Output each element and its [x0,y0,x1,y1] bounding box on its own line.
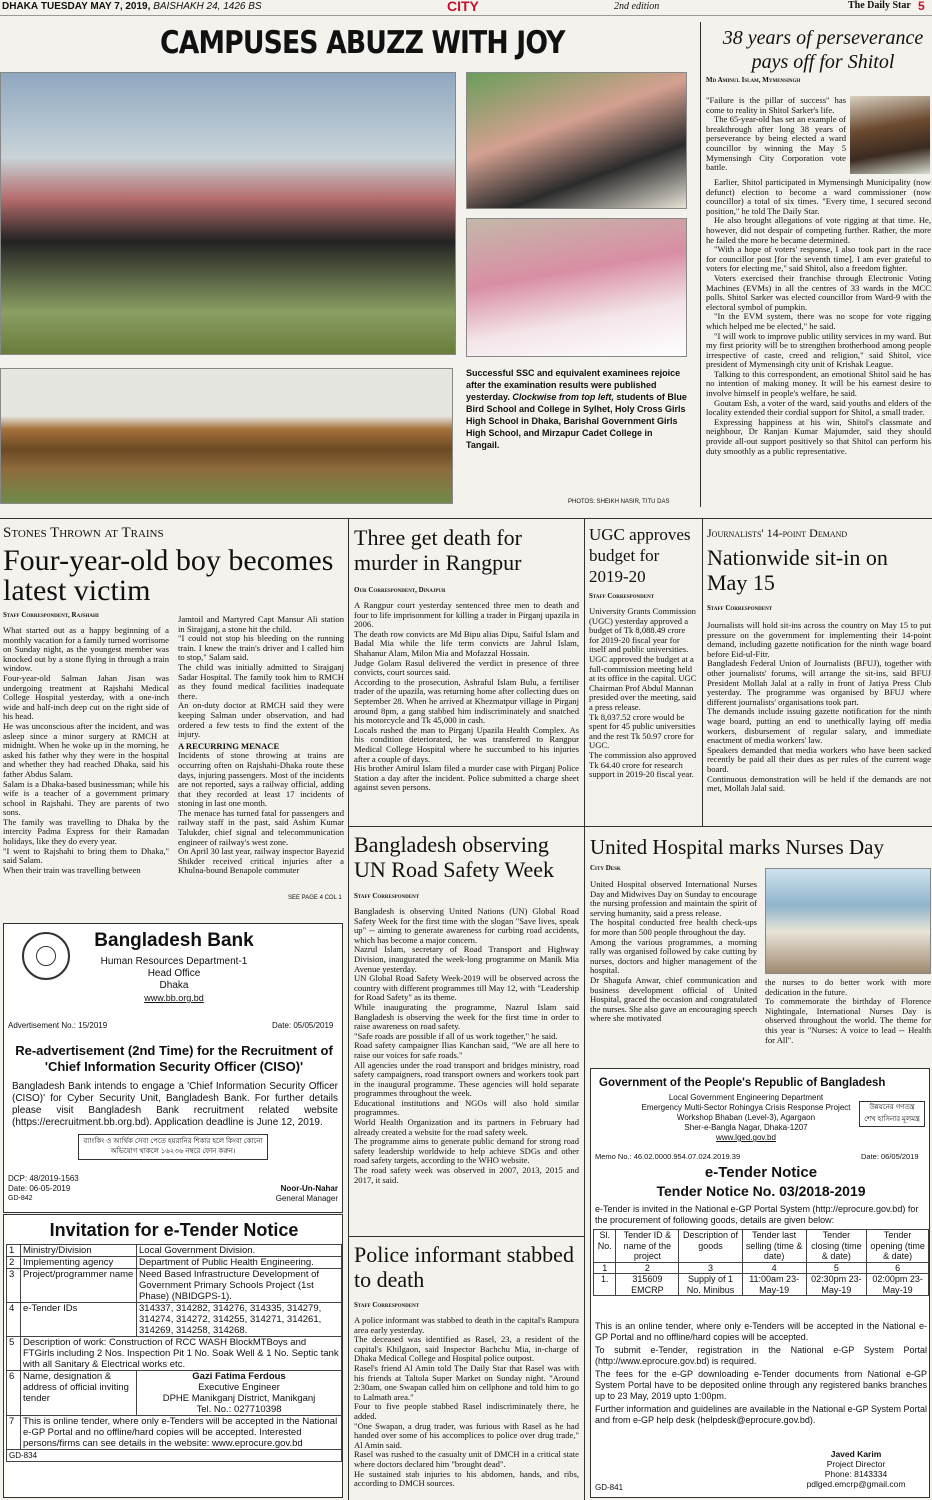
police-headline: Police informant stabbed to death [354,1242,574,1292]
masthead-logo: The Daily Star [848,0,911,11]
etr-memo: Memo No.: 46.02.0000.954.07.024.2019.39 [595,1152,741,1161]
boy-text-col1: What started out as a happy beginning of a monthly vacation for a family turned worrisome on Sunday night, as the youngest member was knocked out by a stone flying in through a train window. Four-year-old Salman Jahan Jisan was undergoing treatment at Rajshahi Medical College Hospital yesterday, with a one-inch wide and half-inch deep cut on the right side of his head. He was unconscious after the incident, and was asleep since a minor surgery at RMCH at midnight. When he woke up in the morning, he asked his father why they were in the hospital and whether they had reached Dhaka, said his father Abdus Salam. Salam is a Dhaka-based businessman; while his wife is a teacher of a government primary school in Rajshahi. They are parents of two sons. The family was travelling to Dhaka by the intercity Padma Express for their Ramadan holidays, like they do every year. "I went to Rajshahi to bring them to Dhaka," said Salam. When their train was travelling between [3,626,169,875]
lead-headline: CAMPUSES ABUZZ WITH JOY [160,25,565,61]
road-byline: Staff Correspondent [354,892,420,900]
etl-row-2: 2 Implementing agency Department of Public Health Engineering. [7,1257,342,1269]
photo-students-cheering [466,72,687,209]
ugc-byline: Staff Correspondent [589,592,655,600]
nurses-text-col1: United Hospital observed International Nurses Day and Midwives Day on Sunday to encourage the nursing profession and maintain the spirit of serving humanity, said a press release. The hospital conducted free health check-ups for more than 500 people throughout the day. Among the various programmes, a morning rally was organised followed by cake cutting by nurses, doctors and higher management of the hospital. Dr Shagufa Anwar, chief communication and business development official of United Hospital, graced the occasion and congratulated the nurses. She also gave an encouraging speech where she motivated [590,880,757,1024]
bb-date: Date: 05/05/2019 [272,1021,334,1030]
photo-cadet-group [0,368,453,504]
etr-gov: Government of the People's Republic of Bangladesh [599,1077,886,1089]
bangladesh-bank-ad [3,923,343,1213]
bb-adno: Advertisement No.: 15/2019 [8,1021,108,1030]
etr-paragraphs: This is an online tender, where only e-Tenders will be accepted in the National e-GP Portal and no offline/hard copies will be accepted. To submit e-Tender, registration in the National e-GP System Portal (http://www.eprocure.gov.bd) is required. The fees for the e-GP downloading e-Tender documents from National e-GP System Portal have to be deposited online through any registered banks branches up to 23 May, 2019 upto 1:00pm. Further information and guidelines are available in the National e-GP System Portal and from e-GP help desk (helpdesk@eprocure.gov.bd). [595,1321,928,1425]
etl-row-1: 1 Ministry/Division Local Government Division. [7,1245,342,1257]
etl-row-4: 4 e-Tender IDs 314337, 314282, 314276, 314335, 314279, 314274, 314272, 314255, 314271, 314261, 314269, 314258, 314268. [7,1303,342,1337]
etl-gd-row: GD-834 [7,1450,342,1462]
police-byline: Staff Correspondent [354,1301,420,1309]
photo-shitol-portrait [850,96,930,174]
etr-head-row: Sl. No. Tender ID & name of the project Description of goods Tender last selling (time & date) Tender closing (time & date) Tender opening (time & date) [594,1230,929,1263]
etr-gd: GD-841 [595,1483,624,1492]
etl-row-7: 7 This is online tender, where only e-Tenders will be accepted in the National e-GP Portal and no offline/hard copies will be accepted. Interested persons/firms can see details in the website: www.eprocure.gov.bd [7,1416,342,1450]
page-number: 5 [918,0,925,13]
etl-title: Invitation for e-Tender Notice [49,1220,299,1240]
etl-table [6,1244,342,1462]
photo-credit: PHOTOS: SHEIKH NASIR, TITU DAS [568,499,670,505]
photo-caption: Successful SSC and equivalent examinees rejoice after the examination results were published yesterday. Clockwise from top left, students of Blue Bird School and College in Sylhet, Holy Cross Girls High School in Dhaka, Barishal Government Girls High School, and Mirzapur Cadet College in Tangail. [466,368,687,450]
boy-jump[interactable]: SEE PAGE 4 COL 1 [288,895,342,901]
boy-kicker: Stones Thrown at Trains [3,525,164,541]
journalists-headline: Nationwide sit-in on May 15 [707,545,888,595]
shitol-text-top: "Failure is the pillar of success" has come to reality in Shitol Sarker's life. The 65-year-old has set an example of breakthrough after long 38 years of perseverance by being elected a ward councillor by winning the May 5 Mymensingh City Corporation vote battle. [706,96,846,173]
page-header [0,0,932,16]
etr-title: e-Tender Notice [704,1164,818,1181]
photo-girls-celebrating [466,218,687,357]
etl-row-6: 6 Name, designation & address of official inviting tender Gazi Fatima Ferdous Executive Engineer DPHE Manikganj District, Manikganj Tel. No.: 027710398 [7,1371,342,1416]
journalists-byline: Staff Correspondent [707,604,773,612]
bb-bengali-notice: ব্যাংকিং ও আর্থিক সেবা পেতে হয়রানির শিকার হলে কিংবা কোনো অভিযোগ থাকলে ১৬২৩৬ নম্বরে ফোন করুন। [78,1134,268,1160]
bb-address: Human Resources Department-1 Head Office Dhaka www.bb.org.bd [100,956,248,1003]
nurses-headline: United Hospital marks Nurses Day [590,835,884,859]
photo-students-jumping [0,72,456,355]
bb-heading: Re-advertisement (2nd Time) for the Recruitment of 'Chief Information Security Officer (CISO)' [15,1043,333,1074]
etender-left-ad [3,1214,343,1498]
etr-subtitle: Tender Notice No. 03/2018-2019 [656,1183,866,1199]
road-text: Bangladesh is observing United Nations (UN) Global Road Safety Week for the first time with the slogan "Save lives, speak up" -- aiming to generate awareness for curbing road accidents, which has become a major concern. Nazrul Islam, secretary of Road Transport and Highway Division, inaugurated the week-long programme on Manik Mia Avenue yesterday. UN Global Road Safety Week-2019 will be observed across the country with different programmes till May 12, with "Leadership for Road Safety" as its theme. While inaugurating the programme, Nazrul Islam said Bangladesh is observing the week for the first time in order to raise awareness on road safety. "Safe roads are possible if all of us work together," he said. Road safety campaigner Ilias Kanchan said, "We are all here to raise our voices for safe roads." All agencies under the road transport and bridges ministry, road safety campaigners, road transport owners and workers took part in the inaugural programme. These agencies will hold separate programmes throughout the week. Educational institutions and NGOs will also hold similar programmes. World Health Organization and its partners in February had already created a website for the road safety week. The programme aims to generate public demand for strong road safety leadership worldwide to help achieve SDGs and other road safety targets, according to the WHO website. The road safety week was observed in 2007, 2013, 2015 and 2017, it said. [354,907,579,1185]
boy-headline: Four-year-old boy becomes latest victim [3,544,334,607]
etr-date: Date: 06/05/2019 [861,1152,919,1161]
section-name: CITY [447,0,479,14]
rangpur-text: A Rangpur court yesterday sentenced three men to death and four to life imprisonment for killing a trader in Pirganj upazila in 2006. The death row convicts are Md Bipu alias Dipu, Saiful Islam and Badal Mia while the life term convicts are Jahrul Islam, Shahanur Alam, Milon Mia and Mofazzal Hossain. Judge Golam Rasul delivered the verdict in presence of three convicts, court sources said. According to the prosecution, Ashraful Islam Bulu, a fertiliser trader of the upazila, was returning home after collecting dues on September 28. When he arrived at Khezmatpur village in Pirganj around 8pm, a gang stabbed him indiscriminately and snatched his motorcycle and Tk 45,000 in cash. Locals rushed the man to Pirganj Upazila Health Complex. As his condition deteriorated, he was transferred to Rangpur Medical College Hospital where he succumbed to his injuries after a couple of days. His brother Amirul Islam filed a murder case with Pirganj Police Station a day after the incident. Police submitted a charge sheet against seven persons. [354,601,579,793]
nurses-byline: City Desk [590,864,621,872]
shitol-text: Earlier, Shitol participated in Mymensingh Municipality (now defunct) election to become a ward commissioner (now councillor) a total of six times. "Every time, I secured second position," he told The Daily Star. He also brought allegations of vote rigging at that time. He, however, did not despair of competing further. Rather, the more he failed the more he became determined. "With a hope of voters' response, I also took part in the race for councillor post [for the seventh time]. I am ever grateful to voters for electing me," said Shitol, also a freedom fighter. Voters exercised their franchise through Electronic Voting Machines (EVMs) in all the centres of 33 wards in the MCC polls. Shitol Sarker was elected councillor from Ward-9 with the electoral symbol of pumpkin. "In the EVM system, there was no scope for vote rigging which helped me be elected," he said. "I will work to improve public utility services in my ward. But my first priority will be to strengthen brotherhood among people irrespective of caste, creed and religion," said Shitol, vice president of Mymensingh city unit of Krishak League. Talking to this correspondent, an emotional Shitol said he has no intention of making money. It will be his earnest desire to involve himself in people's welfare, he said. Goutam Esh, a voter of the ward, said youths and elders of the locality extended their cordial support for Shitol, a small trader. Expressing happiness at his win, Shitol's classmate and neighbour, Dr Ranjan Kumar Majumder, said they should provide all-out support positively so that Shitol can perform his duty smoothly as a public representative. [706,178,931,456]
road-headline: Bangladesh observing UN Road Safety Week [354,832,555,882]
rangpur-byline: Our Correspondent, Dinajpur [354,586,446,594]
boy-text-col2: Jamtoil and Martyred Capt Mansur Ali station in Sirajganj, a stone hit the child. "I could not stop his bleeding on the running train. I knew the train's driver and I called him to stop," Salam said. The child was initially admitted to Sirajganj Sadar Hospital. The family took him to RMCH as they found medical facilities inadequate there. An on-duty doctor at RMCH said they were keeping Salman under observation, and had ordered a few tests to find the extent of the injury. A RECURRING MENACE Incidents of stone throwing at trains are occurring often on Rajshahi-Dhaka route these days, injuring passengers. Most of the incidents are not reported, says a railway official, adding that they recorded at least 17 incidents of stoning in last one month. The menace has turned fatal for passengers and railway staff in the past, said Ashim Kumar Talukder, chief signal and telecommunication engineer of railway's west zone. On April 30 last year, railway inspector Bayezid Shikder received critical injuries after a Khulna-bound Benapole commuter [178,615,344,876]
bb-dcp: DCP: 48/2019-1563 Date: 06-05-2019 GD-842 [8,1174,79,1202]
ugc-text: University Grants Commission (UGC) yesterday approved a budget of Tk 8,088.49 crore for 2019-20 fiscal year for itself and public universities. UGC approved the budget at a full-commission meeting held at its office in the capital. UGC Chairman Prof Abdul Mannan presided over the meeting, said a press release. Tk 8,037.52 crore would be spent for 45 public universities and the rest Tk 50.97 crore for UGC. The commission also approved Tk 64.40 crore for research support in 2019-20 fiscal year. [589,607,697,780]
bb-title: Bangladesh Bank [94,930,254,951]
shitol-byline: Md Aminul Islam, Mymensingh [706,76,801,84]
etr-signer: Javed Karim Project Director Phone: 8143334 pdlged.emcrp@gmail.com [806,1449,906,1489]
dateline: DHAKA TUESDAY MAY 7, 2019, BAISHAKH 24, 1426 BS [2,1,262,12]
ugc-headline: UGC approves budget for 2019-20 [589,525,691,586]
etr-address: Local Government Engineering Department Emergency Multi-Sector Rohingya Crisis Response Project Workshop Bhaban (Level-3), Agargaon Sher-e-Bangla Nagar, Dhaka-1207 www.lged.gov.bd [641,1093,851,1142]
edition-label: 2nd edition [614,1,660,12]
etl-row-5: 5 Description of work: Construction of RCC WASH BlockMTBoys and FTGirls including 2 Nos. Inspection Pit 1 No. Soak Well & 1 No. Septic tank with all Sanitary & Electrical works etc. [7,1337,342,1371]
etr-table [593,1229,929,1296]
nurses-text-col2: the nurses to do better work with more dedication in the future. To commemorate the birthday of Florence Nightingale, International Nurses Day is observed throughout the world. The theme for this year is "Nurses: A voice to lead -- Health for All". [765,978,931,1045]
photo-nurses-cake [765,868,931,974]
journalists-text: Journalists will hold sit-ins across the country on May 15 to put pressure on the government for implementing their 14-point demand, including gazette notification for the ninth wage board before Eid-ul-Fitr. Bangladesh Federal Union of Journalists (BFUJ), together with other journalists' forums, will arrange the sit-ins, said BFUJ President Mollah Jalal at a rally in front of Jatiya Press Club yesterday. The programme was organised by BFUJ where different journalists' organisations took part. The demands include issuing gazette notification for the ninth wage board, putting an end to unethically laying off media workers, disbursement of regular salary, and immediate enactment of media workers' law. Speakers demanded that media workers who have been sacked recently be paid all their dues as per rules of the current wage board. Continuous demonstration will be held if the demands are not met, Mollah Jalal said. [707,621,931,794]
rangpur-headline: Three get death for murder in Rangpur [354,525,522,575]
journalists-kicker: Journalists' 14-point Demand [707,526,848,540]
etender-right-ad [590,1068,930,1498]
shitol-headline: 38 years of perseverance pays off for Shitol [722,27,924,73]
etr-nums-row: 1 2 3 4 5 6 [594,1262,929,1274]
etr-bengali-box: উন্নয়নের গণতন্ত্র শেখ হাসিনার মূলমন্ত্র [859,1101,925,1127]
etl-row-3: 3 Project/programmer name Need Based Infrastructure Development of Government Primary Schools Project (1st Phase) (NBIDGPS-1). [7,1269,342,1303]
bb-signer: Noor-Un-Nahar General Manager [275,1184,338,1203]
police-text: A police informant was stabbed to death in the capital's Rampura area early yesterday. The deceased was identified as Rasel, 23, a resident of the capital's Khilgaon, said Inspector Bachchu Mia, in-charge of Dhaka Medical College and Hospital police outpost. Rasel's friend Al Amin told The Daily Star that Rasel was with his friends at Taltola Super Market on Sunday night. "Around 2:30am, one Swapan called him on cellphone and told him to go to Lalmath area." Four to five people stabbed Rasel indiscriminately there, he added. "One Swapan, a drug trader, was furious with Rasel as he had handed over some of his accomplices to police over drug trade," Al Amin said. Rasel was rushed to the casualty unit of DMCH in a critical state where doctors declared him "brought dead". He sustained stab injuries to his abdomen, hands, and ribs, according to DMCH sources. [354,1316,579,1489]
etr-row-row: 1. 315609 EMCRP Supply of 1 No. Minibus 11:00am 23-May-19 02:30pm 23-May-19 02:00pm 23-May-19 [594,1274,929,1296]
boy-byline: Staff Correspondent, Rajshahi [3,611,99,619]
bb-body: Bangladesh Bank intends to engage a 'Chief Information Security Officer (CISO)' for Cyber Security Unit, Bangladesh Bank. For further details please visit Bangladesh Bank recruitment related website (https://erecruitment.bb.org.bd). Application deadline is June 12, 2019. [12,1081,338,1128]
etr-intro: e-Tender is invited in the National e-GP Portal System (http://eprocure.gov.bd) for the procurement of following goods, details are given below: [595,1204,919,1225]
